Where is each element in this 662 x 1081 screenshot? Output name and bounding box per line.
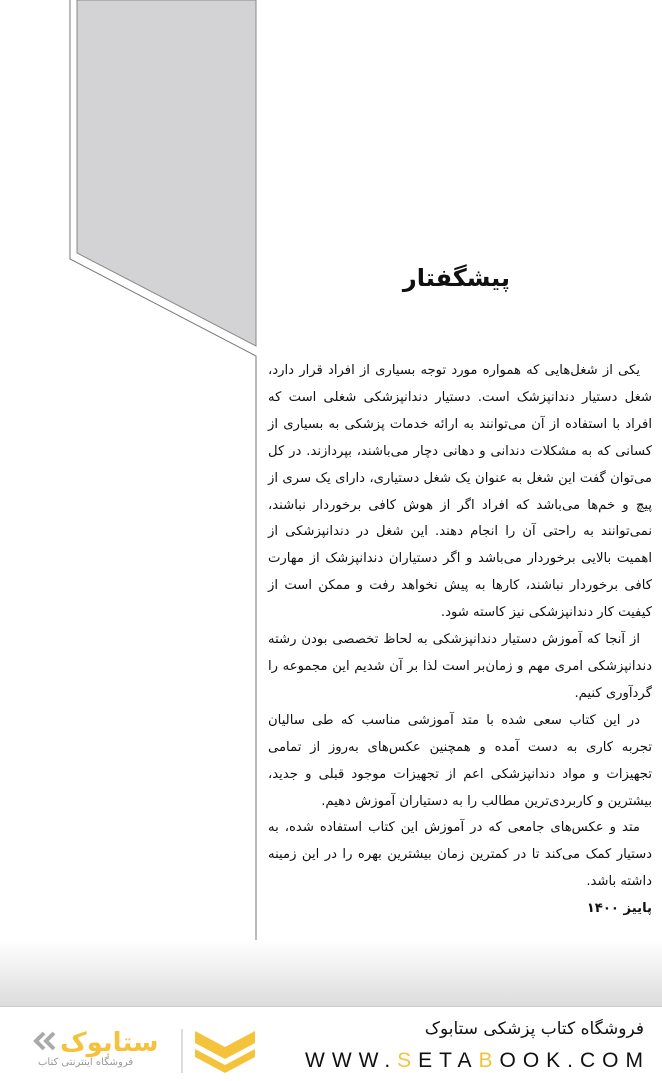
url-highlight: S	[397, 1049, 419, 1072]
store-url[interactable]	[305, 1049, 650, 1073]
url-text: ETA	[418, 1049, 479, 1072]
url-highlight: B	[478, 1049, 500, 1072]
paragraph: متد و عکس‌های جامعی که در آموزش این کتاب استفاده شده، به دستیار کمک می‌کند تا در کمترین زمان بیشترین بهره را در این زمینه داشته باشد.	[268, 820, 652, 890]
logo-tagline: فروشگاه اینترنتی کتاب	[38, 1057, 134, 1068]
url-text: WWW.	[305, 1049, 398, 1072]
url-text: OOK.COM	[499, 1049, 650, 1072]
bottom-shadow	[0, 940, 662, 1006]
paragraph: در این کتاب سعی شده با متد آموزشی مناسب که طی سالیان تجربه کاری به دست آمده و همچنین عکس‌های به‌روز از تمامی تجهیزات و مواد دندانپزشکی اعم از تجهیزات موجود قبلی و جدید، بیشترین و کاربردی‌ترین مطالب را به دستیاران آموزش دهیم.	[268, 712, 652, 809]
paragraph: از آنجا که آموزش دستیار دندانپزشکی به لحاظ تخصصی بودن رشته دندانپزشکی امری مهم و زمان‌بر است لذا بر آن شدیم این مجموعه را گردآوری کنیم.	[268, 632, 652, 701]
footer	[0, 1006, 662, 1081]
signature-date: پاییز ۱۴۰۰	[586, 901, 652, 917]
svg-text:ستابوک: ستابوک	[60, 1028, 159, 1058]
preface-body	[268, 358, 652, 923]
page-title: پیشگفتار	[402, 264, 510, 292]
gray-panel	[77, 0, 256, 346]
paragraph: یکی از شغل‌هایی که همواره مورد توجه بسیاری از افراد قرار دارد، شغل دستیار دندانپزشک است. دستیار دندانپزشکی شغلی است که افراد با استفاده از آن می‌توانند به ارائه خدمات پزشکی به بسیاری از کسانی که به مشکلات دندانی و دهانی دچار می‌باشند، بپردازند. در کل می‌توان گفت این شغل به عنوان یک شغل دستیاری، دارای یک سری از پیچ و خم‌ها می‌باشد که افراد اگر از هوش کافی برخوردار نباشند، نمی‌توانند به راحتی آن را انجام دهند. این شغل در دندانپزشکی از اهمیت بالایی برخوردار می‌باشد و اگر دستیاران دندانپزشک از مهارت کافی برخوردار نباشند، کارها به پیش نخواهد رفت و ممکن است از کیفیت کار دندانپزشکی نیز کاسته شود.	[268, 363, 652, 621]
store-name: فروشگاه کتاب پزشکی ستابوک	[424, 1019, 644, 1039]
setabook-logo	[30, 1021, 260, 1077]
